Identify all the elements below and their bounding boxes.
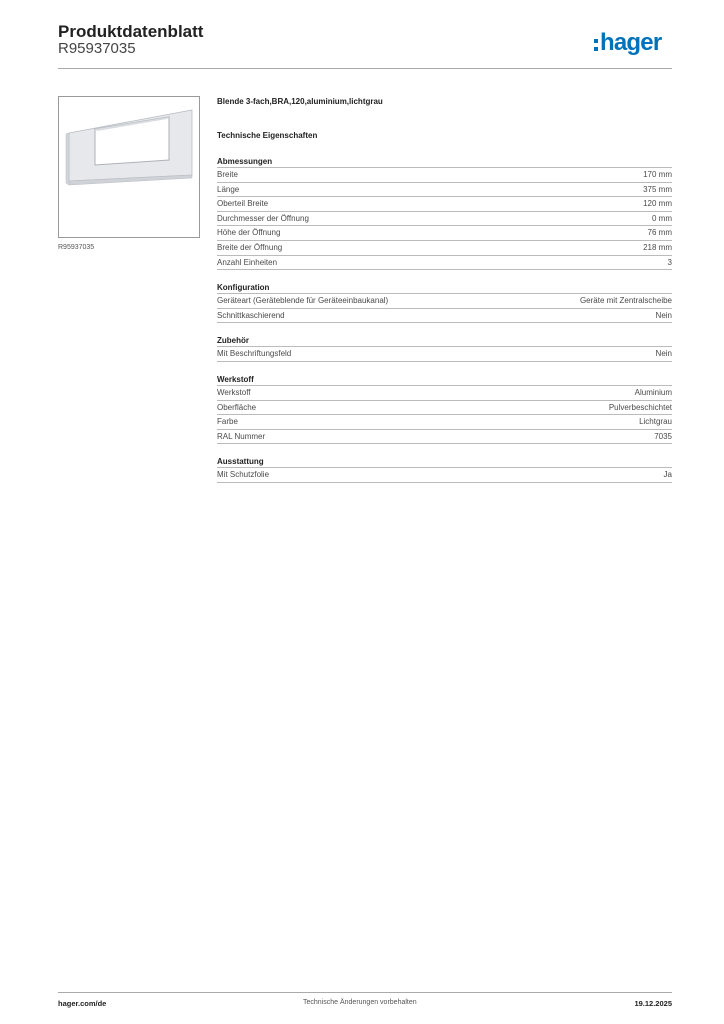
spec-content bbox=[217, 96, 672, 483]
spec-label: Anzahl Einheiten bbox=[217, 257, 278, 267]
footer-divider bbox=[58, 992, 672, 993]
spec-label: Farbe bbox=[217, 417, 238, 427]
spec-row bbox=[217, 347, 672, 362]
spec-label: Werkstoff bbox=[217, 387, 251, 397]
header-divider bbox=[58, 68, 672, 69]
spec-value: 3 bbox=[667, 257, 672, 267]
spec-label: Mit Beschriftungsfeld bbox=[217, 349, 292, 359]
footer-notice: Technische Änderungen vorbehalten bbox=[303, 999, 417, 1006]
spec-value: Aluminium bbox=[634, 387, 672, 397]
spec-value: Lichtgrau bbox=[639, 417, 672, 427]
spec-label: Länge bbox=[217, 184, 240, 194]
spec-row bbox=[217, 226, 672, 241]
section-title: Zubehör bbox=[217, 335, 672, 347]
spec-value: Ja bbox=[663, 470, 672, 480]
spec-row bbox=[217, 183, 672, 198]
section-title: Ausstattung bbox=[217, 456, 672, 468]
spec-label: Durchmesser der Öffnung bbox=[217, 213, 309, 223]
spec-row bbox=[217, 386, 672, 401]
technical-properties-heading: Technische Eigenschaften bbox=[217, 131, 318, 140]
spec-row bbox=[217, 309, 672, 324]
section-konfiguration bbox=[217, 282, 672, 323]
section-title: Abmessungen bbox=[217, 156, 672, 168]
section-werkstoff bbox=[217, 374, 672, 444]
spec-label: Geräteart (Geräteblende für Geräteeinbaukanal) bbox=[217, 296, 389, 306]
spec-row bbox=[217, 294, 672, 309]
spec-value: 375 mm bbox=[643, 184, 672, 194]
spec-label: Oberfläche bbox=[217, 402, 257, 412]
spec-value: Geräte mit Zentralscheibe bbox=[579, 296, 672, 306]
spec-row bbox=[217, 430, 672, 445]
spec-value: Nein bbox=[655, 349, 672, 359]
product-name: Blende 3-fach,BRA,120,aluminium,lichtgrau bbox=[217, 97, 383, 106]
spec-value: 0 mm bbox=[652, 213, 672, 223]
spec-label: Höhe der Öffnung bbox=[217, 228, 281, 238]
spec-label: RAL Nummer bbox=[217, 431, 266, 441]
article-number: R95937035 bbox=[58, 40, 136, 57]
footer-website-link[interactable]: hager.com/de bbox=[58, 999, 107, 1008]
image-caption: R95937035 bbox=[58, 244, 95, 251]
spec-row bbox=[217, 415, 672, 430]
spec-row bbox=[217, 468, 672, 483]
hager-logo[interactable] bbox=[594, 28, 661, 58]
spec-value: 170 mm bbox=[643, 170, 672, 179]
spec-label: Mit Schutzfolie bbox=[217, 470, 270, 480]
section-abmessungen bbox=[217, 156, 672, 270]
spec-value: Pulverbeschichtet bbox=[608, 402, 672, 412]
section-zubehoer bbox=[217, 335, 672, 362]
product-image bbox=[58, 96, 200, 238]
logo-text: hager bbox=[600, 29, 662, 56]
cover-plate-illustration bbox=[59, 97, 199, 237]
spec-row bbox=[217, 168, 672, 183]
spec-value: 76 mm bbox=[647, 228, 672, 238]
footer-date: 19.12.2025 bbox=[634, 999, 672, 1008]
spec-row bbox=[217, 256, 672, 271]
spec-row bbox=[217, 401, 672, 416]
spec-value: 120 mm bbox=[643, 199, 672, 209]
spec-label: Schnittkaschierend bbox=[217, 310, 285, 320]
spec-value: 7035 bbox=[654, 431, 672, 441]
section-title: Konfiguration bbox=[217, 282, 672, 294]
spec-row bbox=[217, 212, 672, 227]
spec-label: Breite der Öffnung bbox=[217, 242, 283, 252]
logo-dots-icon bbox=[594, 39, 598, 51]
section-title: Werkstoff bbox=[217, 374, 672, 386]
spec-row bbox=[217, 241, 672, 256]
spec-label: Breite bbox=[217, 170, 238, 179]
spec-value: 218 mm bbox=[643, 242, 672, 252]
spec-row bbox=[217, 197, 672, 212]
page-title: Produktdatenblatt bbox=[58, 22, 204, 41]
section-ausstattung bbox=[217, 456, 672, 483]
spec-value: Nein bbox=[655, 310, 672, 320]
spec-label: Oberteil Breite bbox=[217, 199, 269, 209]
